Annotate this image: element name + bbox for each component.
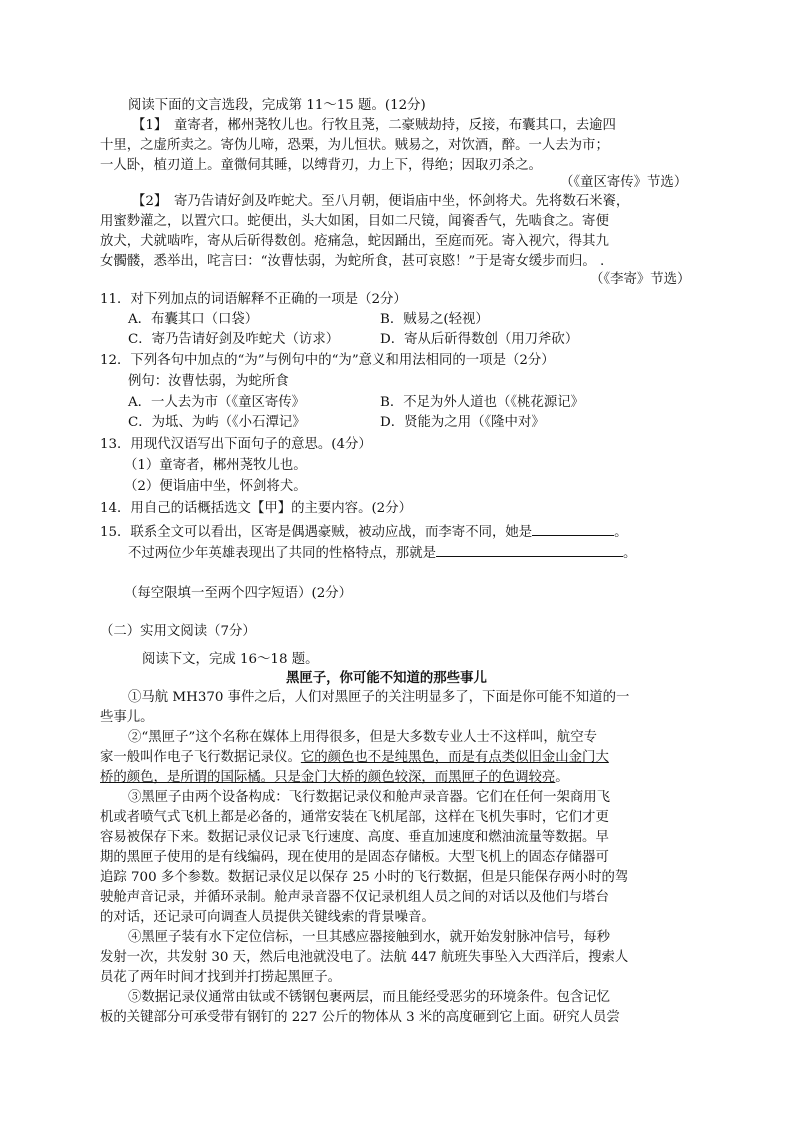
- q12-option-a: A．一人去为市（《童区寄传》: [128, 395, 306, 410]
- q15-period-2: 。: [622, 546, 637, 561]
- q15-prompt-2: 不过两位少年英雄表现出了共同的性格特点，那就是: [128, 546, 436, 561]
- article-para3-line: 驶舱声音记录，并循环录制。舱声录音器不仅记录机组人员之间的对话以及他们与塔台: [100, 890, 609, 905]
- q13-item-1: （1）童寄者，郴州荛牧儿也。: [124, 458, 307, 473]
- passage2-line: 用蜜麨灌之，以置穴口。蛇便出，头大如囷，目如二尺镜，闻餈香气，先啮食之。寄便: [100, 214, 609, 229]
- article-para3-line: 追踪 700 多个参数。数据记录仪足以保存 25 小时的飞行数据，但是只能保存两小时的驾: [100, 870, 629, 885]
- article-para5-line: 板的关键部分可承受带有钢钉的 227 公斤的物体从 3 米的高度砸到它上面。研究人员尝: [100, 1010, 620, 1025]
- article-para2-line: ②“黑匣子”这个名称在媒体上用得很多，但是大多数专业人士不这样叫，航空专: [128, 730, 597, 745]
- q15-answer-blank-2[interactable]: [436, 542, 623, 557]
- passage1-line: 一人卧，植刃道上。童微伺其睡，以缚背刃，力上下，得绝；因取刃杀之。: [100, 158, 542, 173]
- passage1-source: （《童区寄传》节选）: [560, 175, 688, 190]
- passage2-source: （《李寄》节选）: [590, 272, 691, 287]
- q15-note: （每空限填一至两个四字短语）(2分）: [124, 586, 352, 601]
- question-12: 12．下列各句中加点的“为”与例句中的“为”意义和用法相同的一项是（2分）: [100, 353, 555, 368]
- article-para5-line: ⑤数据记录仪通常由钛或不锈钢包裹两层，而且能经受恶劣的环境条件。包含记忆: [128, 990, 611, 1005]
- q11-option-d: D．寄从后斫得数创（用刀斧砍）: [380, 332, 579, 347]
- q13-item-2: （2）便诣庙中坐，怀剑将犬。: [124, 479, 307, 494]
- article-para3-line: ③黑匣子由两个设备构成：飞行数据记录仪和舱声录音器。它们在任何一架商用飞: [128, 790, 611, 805]
- question-13: 13．用现代汉语写出下面句子的意思。(4分）: [100, 437, 372, 452]
- q11-option-b: B．贼易之(轻视）: [380, 312, 489, 327]
- question-14: 14．用自己的话概括选文【甲】的主要内容。(2分）: [100, 501, 412, 516]
- article-para2-line: [100, 748, 609, 768]
- para2-underlined-text: 桥的颜色，是所谓的国际橘。只是金门大桥的颜色较深，而黑匣子的色调较亮: [100, 770, 556, 785]
- article-para4-line: 发射一次，共发射 30 天，然后电池就没电了。法航 447 航班失事坠入大西洋后，搜索人: [100, 950, 629, 965]
- article-para1-line: ①马航 MH370 事件之后，人们对黑匣子的关注明显多了，下面是你可能不知道的一: [128, 690, 630, 705]
- q12-example: 例句：汝曹怯弱，为蛇所食: [128, 374, 289, 389]
- article-para4-line: ④黑匣子装有水下定位信标，一旦其感应器接触到水，就开始发射脉冲信号，每秒: [128, 930, 611, 945]
- passage2-line: 【2】 寄乃告请好剑及咋蛇犬。至八月朝，便诣庙中坐，怀剑将犬。先将数石米餈，: [132, 194, 630, 209]
- para2-plain-text: 家一般叫作电子飞行数据记录仪。: [100, 750, 301, 765]
- article-para1-line: 些事儿。: [100, 710, 154, 725]
- q15-prompt-1: 15．联系全文可以看出，区寄是偶遇豪贼，被动应战，而李寄不同，她是: [100, 525, 533, 540]
- section2-instruction: 阅读下文，完成 16～18 题。: [142, 652, 319, 667]
- q11-option-c: C．寄乃告请好剑及咋蛇犬（访求）: [128, 332, 340, 347]
- q15-period-1: 。: [614, 525, 628, 540]
- question-15-line1: [100, 521, 628, 543]
- passage1-line: 【1】 童寄者，郴州荛牧儿也。行牧且荛，二豪贼劫持，反接，布囊其口，去逾四: [132, 118, 616, 133]
- q11-option-a: A．布囊其口（口袋）: [128, 312, 259, 327]
- q12-option-b: B．不足为外人道也（《桃花源记》: [380, 395, 584, 410]
- classical-intro: 阅读下面的文言选段，完成第 11～15 题。(12分): [128, 98, 426, 113]
- q12-option-d: D．贤能为之用（《隆中对》: [380, 415, 545, 430]
- para2-underlined-text: 它的颜色也不是纯黑色，而是有点类似旧金山金门大: [300, 750, 609, 765]
- q15-answer-blank-1[interactable]: [532, 521, 614, 536]
- article-para3-line: 的对话，还记录可向调查人员提供关键线索的背景噪音。: [100, 910, 435, 925]
- q12-option-c: C．为坻、为屿（《小石潭记》: [128, 415, 306, 430]
- article-para2-line: [100, 768, 569, 788]
- article-para3-line: 期的黑匣子使用的是有线编码，现在使用的是固态存储板。大型飞机上的固态存储器可: [100, 850, 609, 865]
- para2-period: 。: [555, 770, 569, 785]
- question-15-line2: [128, 542, 636, 564]
- article-title: 黑匣子，你可能不知道的那些事儿: [286, 670, 487, 686]
- passage2-line: 女髑髅，悉举出，咤言曰：“汝曹怯弱，为蛇所食，甚可哀愍！”于是寄女缓步而归。 .: [100, 254, 605, 269]
- article-para3-line: 容易被保存下来。数据记录仪记录飞行速度、高度、垂直加速度和燃油流量等数据。早: [100, 830, 609, 845]
- article-para3-line: 机或者喷气式飞机上都是必备的，通常安装在飞机尾部，这样在飞机失事时，它们才更: [100, 810, 609, 825]
- passage2-line: 放犬，犬就啮咋，寄从后斫得数创。疮痛急，蛇因踊出，至庭而死。寄入视穴，得其九: [100, 234, 609, 249]
- passage1-line: 十里，之虚所卖之。寄伪儿啼，恐栗，为儿恒状。贼易之，对饮酒，醉。一人去为市；: [100, 138, 609, 153]
- article-para4-line: 员花了两年时间才找到并打捞起黑匣子。: [100, 970, 342, 985]
- question-11: 11．对下列加点的词语解释不正确的一项是（2分）: [100, 292, 407, 307]
- section2-heading: （二）实用文阅读（7分）: [100, 624, 256, 639]
